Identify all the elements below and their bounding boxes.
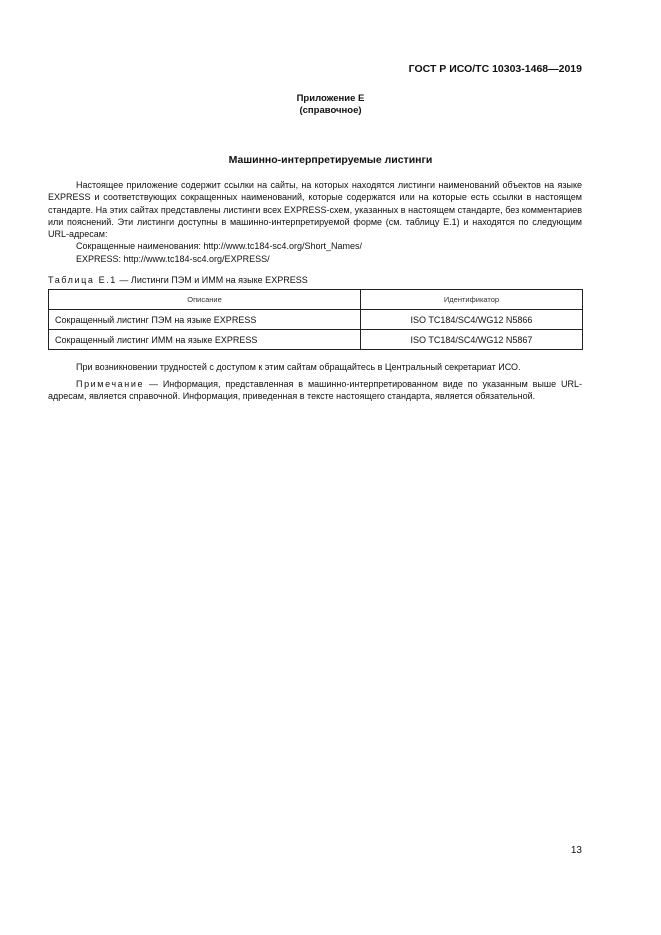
header-identifier: Идентификатор [361,290,583,310]
row-identifier: ISO TC184/SC4/WG12 N5867 [361,330,583,350]
row-description: Сокращенный листинг ИММ на языке EXPRESS [49,330,361,350]
express-url: EXPRESS: http://www.tc184-sc4.org/EXPRESS/ [76,253,270,264]
table-caption [48,275,308,285]
table-caption-text: — Листинги ПЭМ и ИММ на языке EXPRESS [116,275,308,285]
note-text [48,378,582,403]
section-title: Машинно-интерпретируемые листинги [228,154,433,166]
table-header-row [49,290,583,310]
contact-paragraph [48,361,582,373]
annex-subtitle: (справочное) [299,105,362,116]
header-description: Описание [49,290,361,310]
table-caption-prefix: Таблица Е.1 [48,275,117,285]
intro-paragraph: Настоящее приложение содержит ссылки на сайты, на которых находятся листинги наименований объектов на языке EXPRESS и соответствующих сокращенных наименований, которые содержатся или на которые есть ссылки в настоящем стандарте. На этих сайтах представлены листинги всех EXPRESS-схем, указанных в настоящем стандарте, без комментариев или пояснений. Эти листинги доступны в машинно-интерпретируемой форме (см. таблицу Е.1) и находятся по следующим URL-адресам: [48,180,582,240]
page-number: 13 [570,845,582,856]
note-label: Примечание [76,379,145,389]
listings-table [48,289,583,350]
annex-heading [0,93,661,117]
table-row [49,330,583,350]
note-body: — Информация, представленная в машинно-интерпретированном виде по указанным выше URL-адресам, является справочной. Информация, приведенная в тексте настоящего стандарта, является обязательной. [48,379,582,402]
note-paragraph [48,378,582,403]
annex-title: Приложение Е [296,93,365,104]
document-id: ГОСТ Р ИСО/ТС 10303-1468—2019 [408,63,582,75]
row-identifier: ISO TC184/SC4/WG12 N5866 [361,310,583,330]
table-row [49,310,583,330]
contact-text: При возникновении трудностей с доступом к этим сайтам обращайтесь в Центральный секретариат ИСО. [76,362,521,372]
row-description: Сокращенный листинг ПЭМ на языке EXPRESS [49,310,361,330]
short-names-url: Сокращенные наименования: http://www.tc184-sc4.org/Short_Names/ [76,241,362,252]
intro-block [48,179,582,265]
